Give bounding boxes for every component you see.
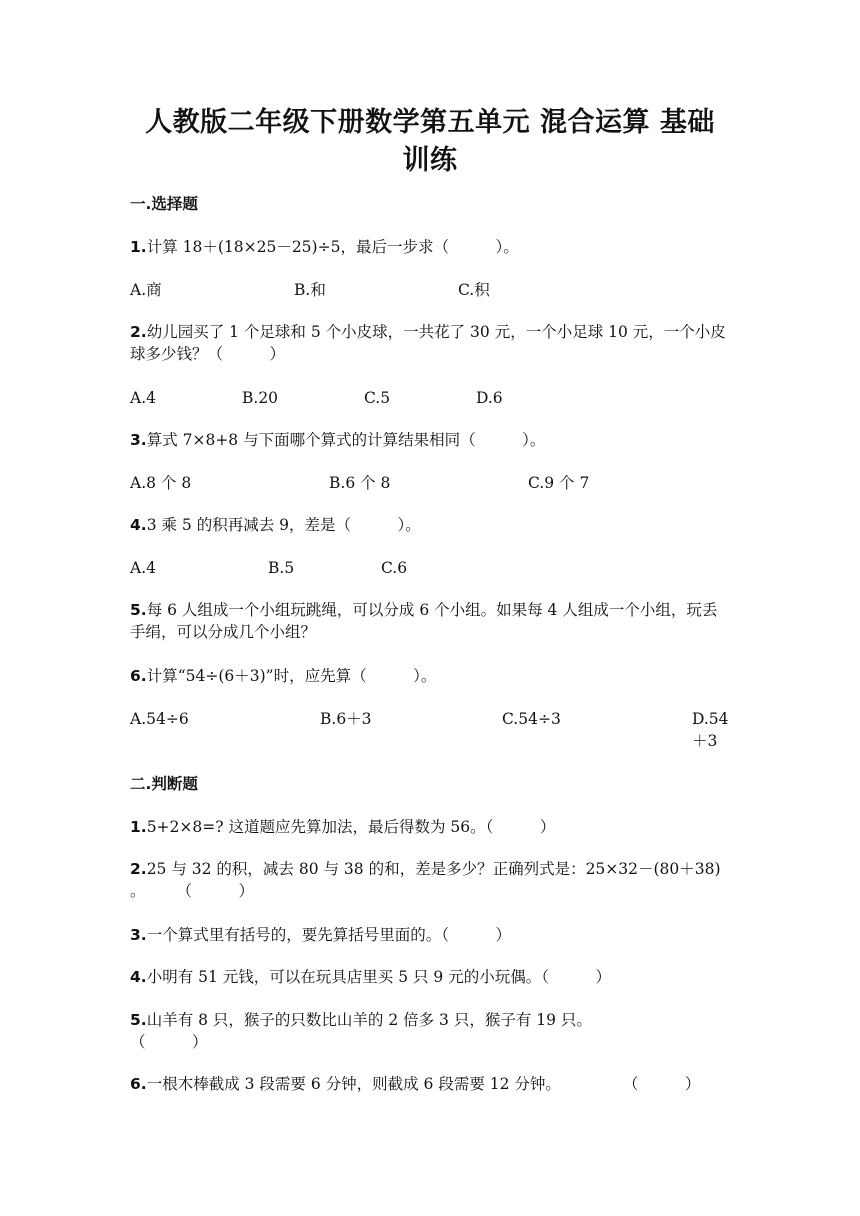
question-number: 5. <box>130 1011 147 1029</box>
option: C.9 个 7 <box>528 474 590 492</box>
question-number: 4. <box>130 968 147 986</box>
option: B.5 <box>268 559 295 577</box>
page-title: 人教版二年级下册数学第五单元 混合运算 基础训练 <box>145 107 715 176</box>
question-text: 一根木棒截成 3 段需要 6 分钟，则截成 6 段需要 12 分钟。 （ ） <box>146 1075 701 1093</box>
question-text: 算式 7×8+8 与下面哪个算式的计算结果相同（ ）。 <box>146 431 546 449</box>
question-text: 计算“54÷(6＋3)”时，应先算（ ）。 <box>146 667 437 685</box>
section-heading: 二.判断题 <box>130 775 198 793</box>
option: B.6 个 8 <box>329 474 391 492</box>
option-wrapped <box>130 708 730 752</box>
option: A.4 <box>130 389 156 407</box>
question-number: 3. <box>130 431 147 449</box>
question-text: 每 6 人组成一个小组玩跳绳，可以分成 6 个小组。如果每 4 人组成一个小组，玩丢手绢，可以分成几个小组？ <box>130 601 718 641</box>
question-text: 幼儿园买了 1 个足球和 5 个小皮球，一共花了 30 元，一个小足球 10 元，一个小皮球多少钱？（ ） <box>130 323 726 363</box>
question <box>130 429 545 451</box>
question-text: 25 与 32 的积，减去 80 与 38 的和，差是多少？正确列式是：25×32－(80＋38) 。 （ ） <box>130 860 721 900</box>
question-number: 1. <box>130 818 147 836</box>
question-text: 3 乘 5 的积再减去 9，差是（ ）。 <box>146 516 421 534</box>
question <box>130 924 511 946</box>
option: A.商 <box>130 281 162 299</box>
question-number: 4. <box>130 516 147 534</box>
question <box>130 514 421 536</box>
option: C.54÷3 <box>502 710 561 728</box>
question-number: 2. <box>130 860 147 878</box>
question-number: 3. <box>130 926 147 944</box>
question-number: 6. <box>130 667 147 685</box>
option: C.6 <box>381 559 408 577</box>
question <box>130 321 730 365</box>
question-text: 5+2×8=? 这道题应先算加法，最后得数为 56。（ ） <box>146 818 556 836</box>
question-text: 计算 18＋(18×25－25)÷5，最后一步求（ ）。 <box>146 238 519 256</box>
option: D.6 <box>476 389 503 407</box>
option: A.4 <box>130 559 156 577</box>
option: A.54÷6 <box>130 710 189 728</box>
question-number: 2. <box>130 323 147 341</box>
question <box>130 858 730 902</box>
question <box>130 236 519 258</box>
option: B.6＋3 <box>320 710 372 728</box>
question <box>130 599 730 643</box>
option: C.5 <box>364 389 391 407</box>
option: B.和 <box>294 281 326 299</box>
question-text: 一个算式里有括号的，要先算括号里面的。（ ） <box>146 926 511 944</box>
question-text: 山羊有 8 只，猴子的只数比山羊的 2 倍多 3 只，猴子有 19 只。 （ ） <box>130 1011 631 1051</box>
question-number: 1. <box>130 238 147 256</box>
section-heading: 一.选择题 <box>130 195 198 213</box>
question <box>130 816 555 838</box>
question <box>130 966 611 988</box>
question <box>130 665 436 687</box>
question-text: 小明有 51 元钱，可以在玩具店里买 5 只 9 元的小玩偶。（ ） <box>146 968 611 986</box>
question <box>130 1073 700 1095</box>
question-number: 5. <box>130 601 147 619</box>
question-number: 6. <box>130 1075 147 1093</box>
option: B.20 <box>242 389 279 407</box>
option: A.8 个 8 <box>130 474 192 492</box>
question <box>130 1009 631 1053</box>
option: C.积 <box>458 281 490 299</box>
option: D.54 ＋3 <box>692 710 729 750</box>
